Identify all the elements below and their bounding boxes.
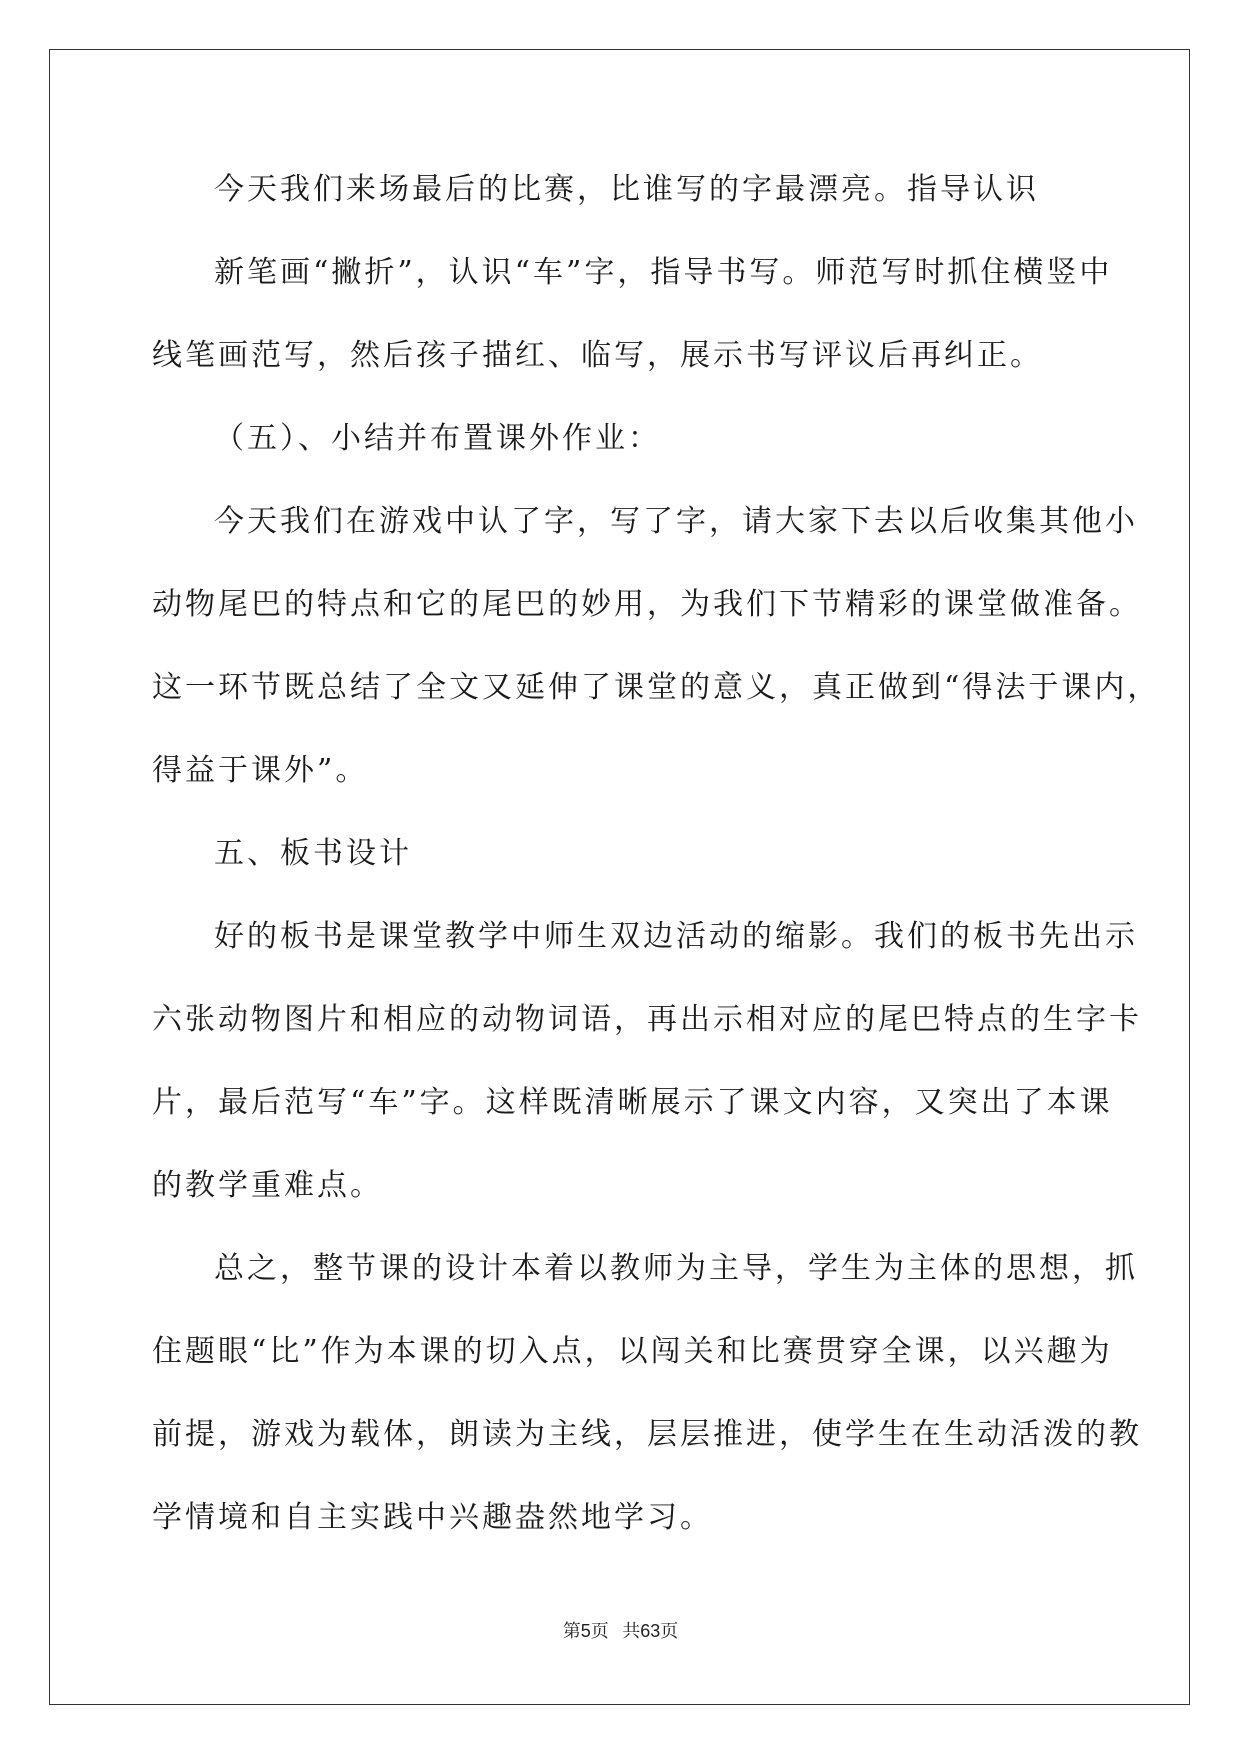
body-line: 前提，游戏为载体，朗读为主线，层层推进，使学生在生动活泼的教 (152, 1417, 1142, 1452)
body-line: 动物尾巴的特点和它的尾巴的妙用，为我们下节精彩的课堂做准备。 (152, 587, 1142, 622)
body-line: 新笔画“撇折”，认识“车”字，指导书写。师范写时抓住横竖中 (214, 255, 1113, 290)
body-line: 得益于课外”。 (152, 753, 369, 788)
footer-total-suffix: 页 (660, 1621, 679, 1641)
page-border (49, 49, 1190, 1705)
total-page-count: 63 (640, 1621, 661, 1641)
footer-page-suffix: 页 (590, 1621, 609, 1641)
body-line: 六张动物图片和相应的动物词语，再出示相对应的尾巴特点的生字卡 (152, 1002, 1142, 1037)
footer-total-prefix: 共 (622, 1621, 641, 1641)
footer-prefix: 第 (562, 1621, 581, 1641)
body-line: 学情境和自主实践中兴趣盎然地学习。 (152, 1500, 713, 1535)
body-line: 片，最后范写“车”字。这样既清晰展示了课文内容，又突出了本课 (152, 1085, 1113, 1120)
body-line: 好的板书是课堂教学中师生双边活动的缩影。我们的板书先出示 (214, 919, 1138, 954)
body-line: 总之，整节课的设计本着以教师为主导，学生为主体的思想，抓 (214, 1251, 1138, 1286)
body-line: 住题眼“比”作为本课的切入点，以闯关和比赛贯穿全课，以兴趣为 (152, 1334, 1113, 1369)
current-page-number: 5 (580, 1621, 591, 1641)
section-heading: （五）、小结并布置课外作业： (214, 421, 661, 456)
body-line: 今天我们在游戏中认了字，写了字，请大家下去以后收集其他小 (214, 504, 1138, 539)
body-line: 的教学重难点。 (152, 1168, 383, 1203)
body-line: 线笔画范写，然后孩子描红、临写，展示书写评议后再纠正。 (152, 338, 1043, 373)
page-footer (0, 1620, 1241, 1642)
body-line: 今天我们来场最后的比赛，比谁写的字最漂亮。指导认识 (214, 172, 1039, 207)
section-heading: 五、板书设计 (214, 836, 412, 871)
body-line: 这一环节既总结了全文又延伸了课堂的意义，真正做到“得法于课内， (152, 670, 1161, 705)
